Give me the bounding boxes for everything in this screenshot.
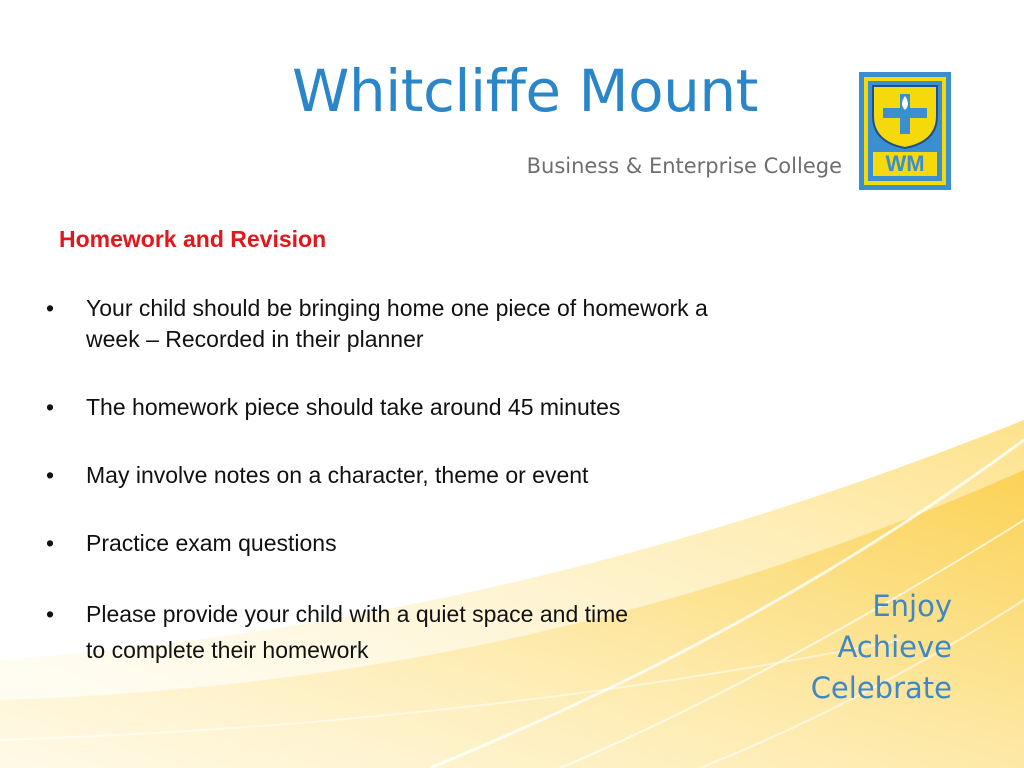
bullet-text: Practice exam questions bbox=[86, 530, 337, 556]
bullet-item bbox=[44, 392, 864, 423]
section-heading: Homework and Revision bbox=[59, 226, 327, 252]
school-name-title: Whitcliffe Mount bbox=[292, 57, 758, 125]
bullet-marker: • bbox=[46, 295, 55, 321]
bullet-marker: • bbox=[46, 530, 55, 556]
school-crest-logo bbox=[859, 72, 951, 190]
tagline bbox=[811, 586, 952, 709]
bullet-item bbox=[44, 596, 864, 668]
bullet-marker: • bbox=[46, 462, 55, 488]
bullet-marker: • bbox=[46, 394, 55, 420]
tagline-enjoy: Enjoy bbox=[872, 589, 952, 623]
bullet-text: The homework piece should take around 45 minutes bbox=[86, 394, 621, 420]
bullet-text: Your child should be bringing home one piece of homework a bbox=[86, 295, 708, 321]
crest-monogram: WM bbox=[885, 151, 925, 176]
bullet-text: May involve notes on a character, theme or event bbox=[86, 462, 589, 488]
bullet-text: to complete their homework bbox=[86, 637, 369, 663]
bullet-item bbox=[44, 293, 864, 355]
tagline-celebrate: Celebrate bbox=[810, 671, 952, 705]
bullet-text: week – Recorded in their planner bbox=[86, 326, 424, 352]
bullet-item bbox=[44, 460, 864, 491]
school-subtitle: Business & Enterprise College bbox=[526, 154, 842, 178]
bullet-marker: • bbox=[46, 601, 55, 627]
bullet-list bbox=[44, 293, 864, 705]
tagline-achieve: Achieve bbox=[837, 630, 952, 664]
bullet-item bbox=[44, 528, 864, 559]
bullet-text: Please provide your child with a quiet space and time bbox=[86, 601, 629, 627]
